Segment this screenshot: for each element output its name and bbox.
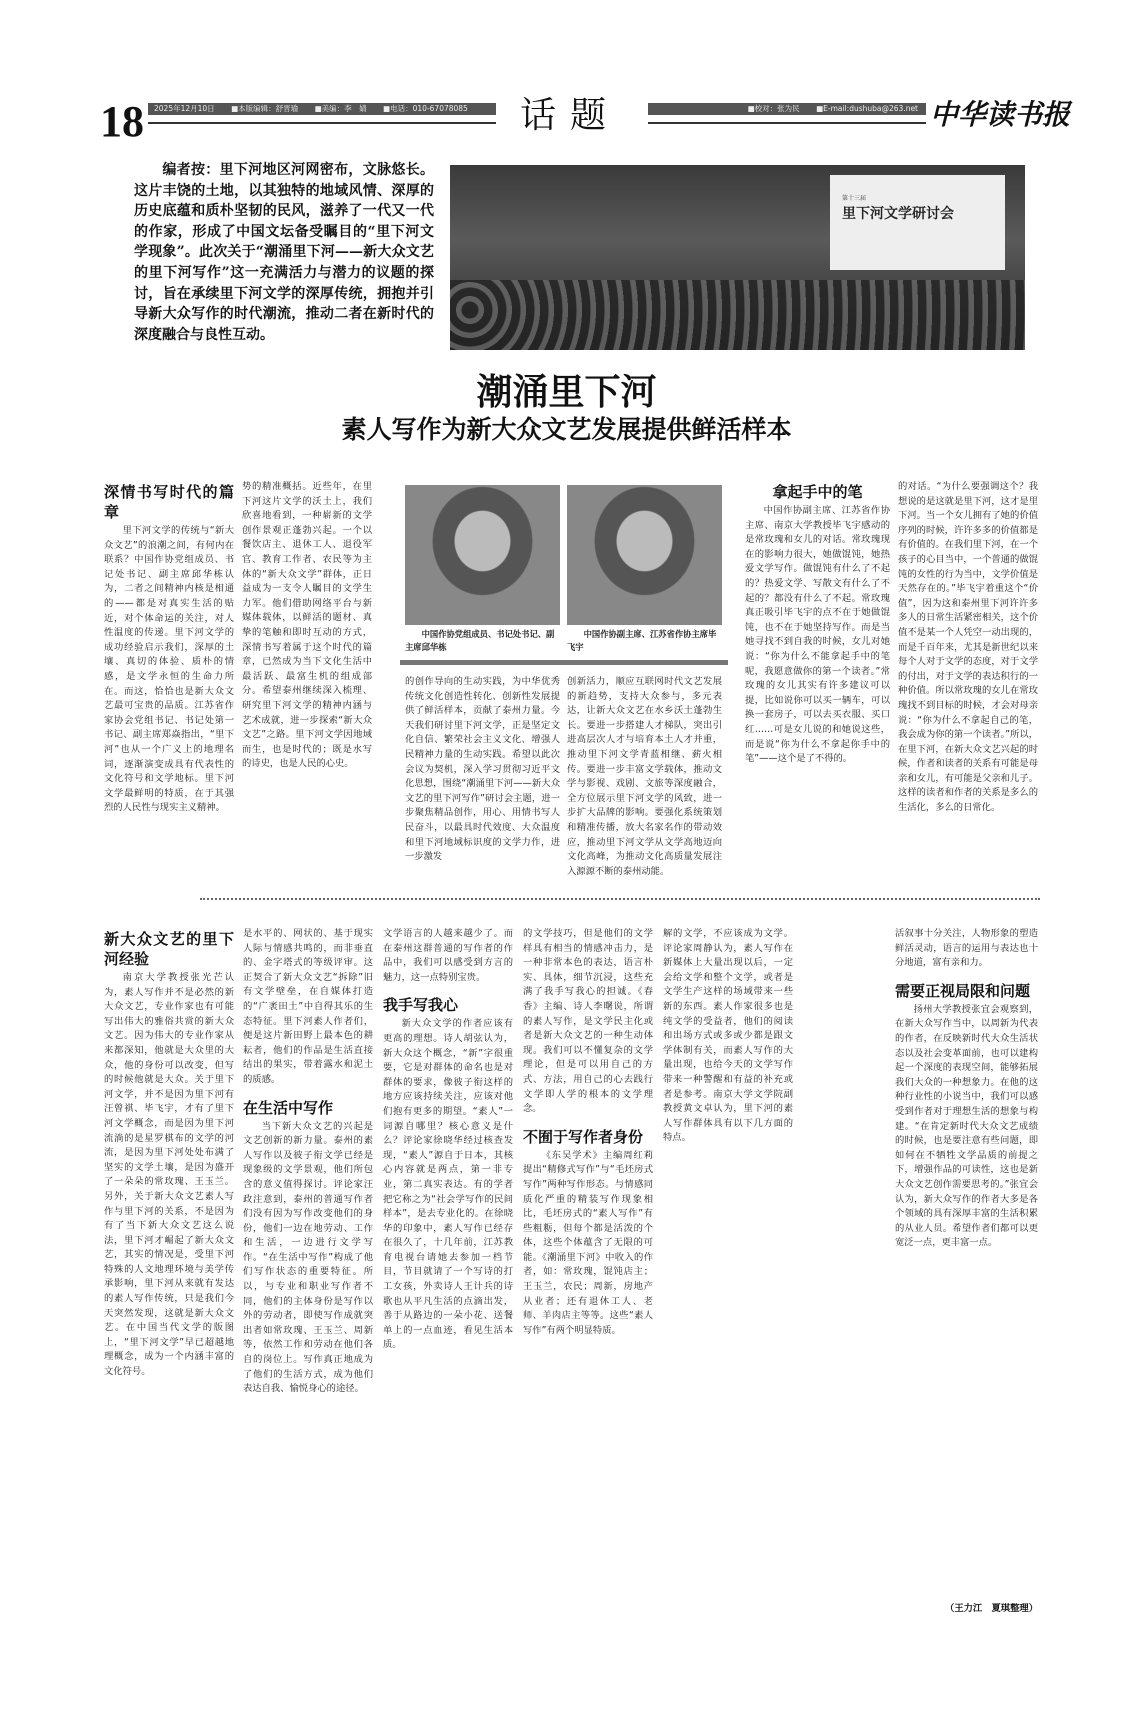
section-heading: 不囿于写作者身份 bbox=[523, 1127, 644, 1146]
subheadline: 素人写作为新大众文艺发展提供鲜活样本 bbox=[341, 415, 792, 444]
phone-credit: ■电话：010-67078085 bbox=[383, 104, 468, 113]
headline: 潮涌里下河 bbox=[476, 371, 657, 413]
section-heading: 深情书写时代的篇章 bbox=[104, 483, 234, 521]
proofreader-credit: ■校对：张为民 bbox=[747, 104, 800, 113]
paragraph: 创新活力，顺应互联网时代文艺发展的新趋势，支持大众参与，多元表达，让新大众文艺在水乡沃土蓬勃生长。要进一步搭建人才梯队，突出引进高层次人才与培育本土人才并重，推动里下河文学青蓝相继、薪火相传。要进一步丰富文学载体，推动文学与影视、戏剧、文旅等深度融合，全方位展示里下河文学的风致，进一步扩大品牌的影响。要强化系统策划和精准传播，放大名家名作的带动效应，推动里下河文学从文学高地迈向文化高峰，为推动文化高质量发展注入源源不断的泰州动能。 bbox=[567, 676, 722, 877]
paragraph: 是水平的、网状的、基于现实人际与情感共鸣的，而非垂直的、金字塔式的等级评审。这正契合了新大众文艺“拆除”旧有文学壁垒，在自媒体打造的“广袤田土”中自得其乐的生态特征。里下河素人作者们，便是这片新田野上最本色的耕耘者，他们的作品是生活直接结出的果实，带着露水和泥土的质感。 bbox=[243, 928, 373, 1085]
masthead-rule-right bbox=[648, 122, 926, 124]
masthead-info-bar-left bbox=[148, 103, 496, 115]
paragraph: 新大众文学的作者应该有更高的理想。诗人胡弦认为，新大众这个概念，“新”字很重要，它是对群体的命名也是对群体的要求，像彼子衔这样的地方应该持续关注，应该对他们抱有更多的期望。“素人”一词源自哪里？核心意义是什么？评论家徐晓华经过核查发现，“素人”源自于日本，其核心内容就是两点，第一非专业，第二真实表达。有的学者把它称之为“社会学写作的民间样本”，是去专业化的。在徐晓华的印象中，素人写作已经存在很久了，十几年前，江苏教育电视台请她去参加一档节目，节目就请了一个写诗的打工女孩，外卖诗人王计兵的诗歌也从平凡生活的点滴出发，善于从路边的一朵小花、送餐单上的一点血迹，看见生活本质。 bbox=[383, 1018, 513, 1351]
newspaper-logo: 中华读书报 bbox=[930, 98, 1071, 131]
lower-column-1 bbox=[104, 925, 234, 1605]
compiler-credit: （王力江 夏琪整理） bbox=[945, 1603, 1038, 1614]
caption-right: 中国作协副主席、江苏省作协主席毕飞宇 bbox=[567, 629, 717, 652]
paragraph: 中国作协副主席、江苏省作协主席、南京大学教授毕飞宇感动的是常玫瑰和女儿的对话。常玫瑰现在的影响力很大，她做馄饨，她热爱文学写作。做馄饨有什么了不起的？热爱文学、写散文有什么了不起的？都没有什么了不起。常玫瑰真正吸引毕飞宇的点不在于她做馄饨，也不在于她坚持写作。而是当她寻找不到自我的时候，女儿对她说：“你为什么不能拿起手中的笔呢，我愿意做你的第一个读者。”常玫瑰的女儿其实有许多建议可以提，比如说你可以买一辆车，可以换一套房子，可以去买衣服、买口红……可是女儿说的和她说这些，而是说“你为什么不拿起你手中的笔”——这个是了不得的。 bbox=[745, 505, 890, 765]
caption-divider bbox=[400, 660, 728, 665]
lower-column-2 bbox=[243, 927, 373, 1605]
section-heading: 需要正视局限和问题 bbox=[895, 981, 1031, 1000]
screen-title: 里下河文学研讨会 bbox=[842, 206, 954, 222]
portrait-bi-feiyu bbox=[567, 485, 722, 625]
paragraph: 《东吴学术》主编周红莉提出“精修式写作”与“毛坯房式写作”两种写作形态。与情感同质化严重的精装写作现象相比，毛坯房式的“素人写作”有些粗粝，但每个都是活泼的个体，这些个体蕴含了无限的可能。《潮涌里下河》中收入的作者，如：常玫瑰，馄饨店主；王玉兰，农民；周新，房地产从业者；还有退休工人、老师、羊肉店主等等。这些“素人写作”有两个明显特质。 bbox=[523, 1149, 653, 1336]
lower-column-3 bbox=[383, 927, 513, 1605]
paragraph: 的文学技巧，但是他们的文学样具有相当的情感冲击力，是一种非常本色的表达，语言朴实、具体，细节沉浸，这些充满了我手写我心的担诚。《春香》主编、诗人李曙说，所谓的素人写作，是文学民主化或者是新大众文艺的一种生动体现。我们可以不懂复杂的文学理论，但是可以用自己的方式、方法，用自己的心去践行文学即人学的根本的文学理念。 bbox=[523, 928, 653, 1115]
upper-column-5 bbox=[745, 478, 890, 883]
editor-note-text: 里下河地区河网密布，文脉悠长。这片丰饶的土地，以其独特的地域风情、深厚的历史底蕴和质朴坚韧的民风，滋养了一代又一代的作家，形成了中国文坛备受瞩目的“里下河文学现象”。此次关于“潮涌里下河——新大众文艺的里下河写作”这一充满活力与潜力的议题的探讨，旨在承续里下河文学的深厚传统，拥抱并引导新大众写作的时代潮流，推动二者在新时代的深度融合与良性互动。 bbox=[134, 162, 435, 343]
caption-left: 中国作协党组成员、书记处书记、副主席邱华栋 bbox=[405, 629, 555, 652]
paragraph: 里下河文学的传统与“新大众文艺”的浪潮之间，有何内在联系？中国作协党组成员、书记处书记、副主席邱华栋认为，二者之间精神内核是相通的——都是对真实生活的贴近，对个体命运的关注，对人性温度的传递。里下河文学的成功经验启示我们，深厚的土壤、真切的体验、质朴的情感，是文学永恒的生命力所在。而这，恰恰也是新大众文艺最可宝贵的品质。江苏省作家协会党组书记、书记处第一书记、副主席郑焱指出，“里下河”也从一个广义上的地理名词，逐渐演变成具有代表性的文化符号和文学地标。里下河文学最鲜明的特质，在于其强烈的人民性与现实主义精神。 bbox=[104, 525, 234, 814]
screen-small-text: 第十三届 bbox=[842, 195, 867, 202]
masthead-rule-left bbox=[148, 122, 496, 124]
editor-note-label: 编者按： bbox=[162, 162, 220, 178]
audience bbox=[450, 280, 1025, 350]
masthead-info-bar-right bbox=[648, 103, 926, 115]
lower-column-4 bbox=[523, 927, 653, 1605]
section-heading: 新大众文艺的里下河经验 bbox=[104, 930, 234, 968]
upper-column-4 bbox=[567, 675, 722, 883]
paragraph: 当下新大众文艺的兴起是文艺创新的新力量。泰州的素人写作以及彼子衔文学已经是现象级的文学景观，他们所包含的意义值得探讨。评论家汪政注意到，泰州的普通写作者们没有因为写作改变他们的身份，他们一边在地劳动、工作和生活，一边进行文学写作。“在生活中写作”构成了他们写作状态的重要特征。所以，与专业和职业写作者不同，他们的主体身份是写作以外的劳动者，即使写作成就突出者如常玫瑰、王玉兰、周新等，依然工作和劳动在他们各自的岗位上。写作真正地成为了他们的生活方式，成为他们表达自我、愉悦身心的途径。 bbox=[243, 1120, 373, 1395]
seminar-photo bbox=[450, 165, 1025, 350]
paragraph: 扬州大学教授张宜会观察到，在新大众写作当中，以周新为代表的作者，在反映新时代大众生活状态以及社会变革面前，也可以建构起一个深度的表现空间，能够拓展我们大众的一种想象力。在他的这种行业性的小说当中，我们可以感受到作者对于理想生活的想象与构建。“在肯定新时代大众文艺成绩的时候，也是要注意有些问题，即如何在不牺牲文学品质的前提之下，增强作品的可读性，这也是新大众文艺创作需要思考的。”张宜会认为，新大众写作的作者大多是各个领域的具有深厚丰富的生活积累的从业人员。希望作者们都可以更宽泛一点，更丰富一点。 bbox=[895, 1003, 1038, 1249]
section-heading: 拿起手中的笔 bbox=[772, 483, 863, 501]
email-credit: ■E-mail:dushuba@263.net bbox=[816, 104, 918, 113]
lower-column-5 bbox=[663, 927, 793, 1605]
paragraph: 势的精准概括。近些年，在里下河这片文学的沃土上，我们欣喜地看到，一种崭新的文学创作景观正蓬勃兴起。一个以餐饮店主、退休工人、退役军官、教育工作者、农民等为主体的“新大众文学”群体，正日益成为一支令人瞩目的文学生力军。他们借助网络平台与新媒体载体，以鲜活的题材、真挚的笔触和即时互动的方式，深情书写着属于这个时代的篇章，已然成为当下文化生活中最活跃、最富生机的组成部分。希望泰州继续深入梳理、研究里下河文学的精神内涵与艺术成就，进一步探索“新大众文艺”之路。里下河文学因地域而生，也是时代的；既是水写的诗史，也是人民的心史。 bbox=[242, 481, 372, 770]
section-heading: 我手写我心 bbox=[383, 996, 459, 1015]
portrait-qiu-huadong bbox=[405, 485, 560, 625]
paragraph: 文学语言的人越来越少了。而在泰州这群普通的写作者的作品中，我们可以感受到方言的魅力，这一点特别宝贵。 bbox=[383, 928, 513, 983]
issue-date: 2025年12月10日 bbox=[154, 104, 215, 113]
upper-column-1 bbox=[104, 478, 234, 883]
page-number: 18 bbox=[100, 97, 144, 146]
upper-column-3 bbox=[405, 675, 560, 883]
paragraph: 解的文学，不应该成为文学。评论家周静认为，素人写作在新媒体上大量出现以后，一定会给文学和整个文学，或者是文学生产这样的场域带来一些新的东西。素人作家很多也是纯文学的受益者，他们的阅读和出场方式或多或少都是跟文学体制有关，而素人写作的大量出现，也给今天的文学写作带来一种警醒和有益的补充或者是参考。南京大学文学院副教授黄文卓认为，里下河的素人写作群体具有以下几方面的特点。 bbox=[663, 928, 793, 1144]
section-heading: 在生活中写作 bbox=[243, 1098, 334, 1117]
lower-column-6 bbox=[895, 927, 1038, 1567]
designer-credit: ■美编：李 婧 bbox=[314, 104, 367, 113]
section-divider bbox=[200, 898, 1040, 900]
upper-column-6 bbox=[898, 480, 1038, 883]
paragraph: 的对话。“为什么要强调这个？我想说的是这就是里下河，这才是里下河。当一个女儿拥有了她的价值序列的时候，许许多多的价值都是有价值的。在我们里下河，在一个孩子的心目当中，一个普通的做馄饨的女性的行为当中，文学价值是天然存在的。”毕飞宇着重这个“价值”，因为这和泰州里下河许许多多人的日常生活紧密相关，这个价值不是某一个人凭空一动出现的，而是千百年来，尤其是新世纪以来每个人对于文学的态度，对于文学的付出，对于文学的表达积行的一种价值。所以常玫瑰的女儿在常玫瑰找不到目标的时候，才会对母亲说：“你为什么不拿起自己的笔，我会成为你的第一个读者。”所以，在里下河，在新大众文艺兴起的时候，作者和读者的关系有可能是母亲和女儿，有可能是父亲和儿子。这样的读者和作者的关系是多么的生活化，多么的日常化。 bbox=[898, 481, 1038, 814]
section-title: 话题 bbox=[520, 95, 621, 136]
stage-screen bbox=[830, 175, 1005, 270]
paragraph: 的创作导向的生动实践，为中华优秀传统文化创造性转化、创新性发展提供了鲜活样本，贡献了泰州力量。今天我们研讨里下河文学，正是坚定文化自信、繁荣社会主义文化、增强人民精神力量的生动实践。希望以此次会议为契机，深入学习贯彻习近平文化思想，围绕“潮涌里下河——新大众文艺的里下河写作”研讨会主题，进一步聚焦精品创作，用心、用情书写人民奋斗，以最具时代效度、大众温度和里下河地域标识度的文学力作，进一步激发 bbox=[405, 676, 560, 863]
upper-column-2 bbox=[242, 480, 372, 883]
editor-credit: ■本版编辑：舒晋瑜 bbox=[231, 104, 299, 113]
paragraph: 南京大学教授张光芒认为，素人写作并不是必然的新大众文艺，专业作家也有可能写出伟大的雅俗共赏的新大众文艺。因为伟大的专业作家从来都深知，他就是大众里的大众，他的身份可以改变，但写的时候他就是大众。关于里下河文学，并不是因为里下河有汪曾祺、毕飞宇，才有了里下河文学概念，而是因为里下河流淌的是星罗棋布的文学的河流，是因为里下河处处布满了坚实的文学土壤，是因为盛开了一朵朵的常玫瑰、王玉兰。另外，关于新大众文艺素人写作与里下河的关系，不是因为有了当下新大众文艺这么说法，里下河才崛起了新大众文艺，其实的情况是，受里下河特殊的人文地理环境与美学传承影响，里下河从来就有发达的素人写作传统，只是我们今天突然发现，这就是新大众文艺。在中国当代文学的版图上，“里下河文学”早已超越地理概念，成为一个内涵丰富的文化符号。 bbox=[104, 972, 234, 1378]
paragraph: 活叙事十分关注，人物形象的塑造鲜活灵动，语言的运用与表达也十分地道，富有亲和力。 bbox=[895, 928, 1038, 969]
editor-note bbox=[134, 160, 434, 345]
